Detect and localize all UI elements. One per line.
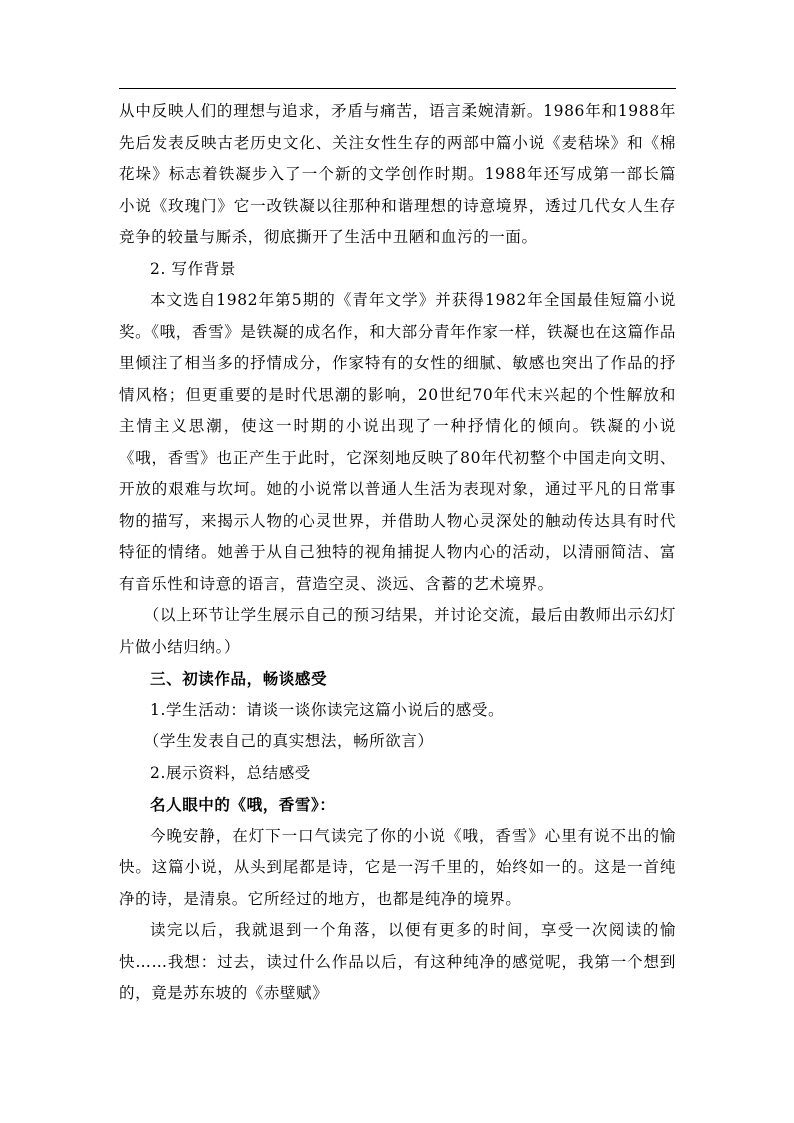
section-heading-famous-views: 名人眼中的《哦，香雪》： bbox=[150, 795, 336, 814]
header-rule bbox=[119, 88, 676, 89]
paragraph-student-activity: 1.学生活动：请谈一谈你读完这篇小说后的感受。 bbox=[150, 700, 505, 719]
paragraph-show-materials: 2.展示资料，总结感受 bbox=[150, 763, 311, 782]
section-heading-first-reading: 三、初读作品，畅谈感受 bbox=[150, 669, 328, 688]
paragraph-author-works: 从中反映人们的理想与追求，矛盾与痛苦，语言柔婉清新。1986年和1988年先后发表反映古老历史文化、关注女性生存的两部中篇小说《麦秸垛》和《棉花垛》标志着铁凝步入了一个新的文学创作时期。1988年还写成第一部长篇小说《玫瑰门》它一改铁凝以往那种和谐理想的诗意境界，透过几代女人生存竞争的较量与厮杀，彻底撕开了生活中丑陋和血污的一面。 bbox=[119, 102, 676, 246]
paragraph-writing-background: 本文选自1982年第5期的《青年文学》并获得1982年全国最佳短篇小说奖。《哦，香雪》是铁凝的成名作，和大部分青年作家一样，铁凝也在这篇作品里倾注了相当多的抒情成分，作家特有的女性的细腻、敏感也突出了作品的抒情风格；但更重要的是时代思潮的影响，20世纪70年代末兴起的个性解放和主情主义思潮，使这一时期的小说出现了一种抒情化的倾向。铁凝的小说《哦，香雪》也正产生于此时，它深刻地反映了80年代初整个中国走向文明、开放的艰难与坎坷。她的小说常以普通人生活为表现对象，通过平凡的日常事物的描写，来揭示人物的心灵世界，并借助人物心灵深处的触动传达具有时代特征的情绪。她善于从自己独特的视角捕捉人物内心的活动，以清丽简洁、富有音乐性和诗意的语言，营造空灵、淡远、含蓄的艺术境界。 bbox=[119, 291, 676, 593]
paragraph-student-note: （学生发表自己的真实想法，畅所欲言） bbox=[143, 732, 434, 750]
paragraph-teaching-note: （以上环节让学生展示自己的预习结果，并讨论交流，最后由教师出示幻灯片做小结归纳。） bbox=[119, 606, 676, 656]
section-heading-writing-background: 2. 写作背景 bbox=[150, 259, 236, 278]
paragraph-quote-2: 读完以后，我就退到一个角落，以便有更多的时间，享受一次阅读的愉快……我想：过去，读过什么作品以后，有这种纯净的感觉呢，我第一个想到的，竟是苏东坡的《赤壁赋》 bbox=[119, 921, 676, 1002]
paragraph-quote-1: 今晚安静，在灯下一口气读完了你的小说《哦，香雪》心里有说不出的愉快。这篇小说，从头到尾都是诗，它是一泻千里的，始终如一的。这是一首纯净的诗，是清泉。它所经过的地方，也都是纯净的境界。 bbox=[119, 826, 676, 908]
document-body bbox=[119, 96, 676, 1010]
